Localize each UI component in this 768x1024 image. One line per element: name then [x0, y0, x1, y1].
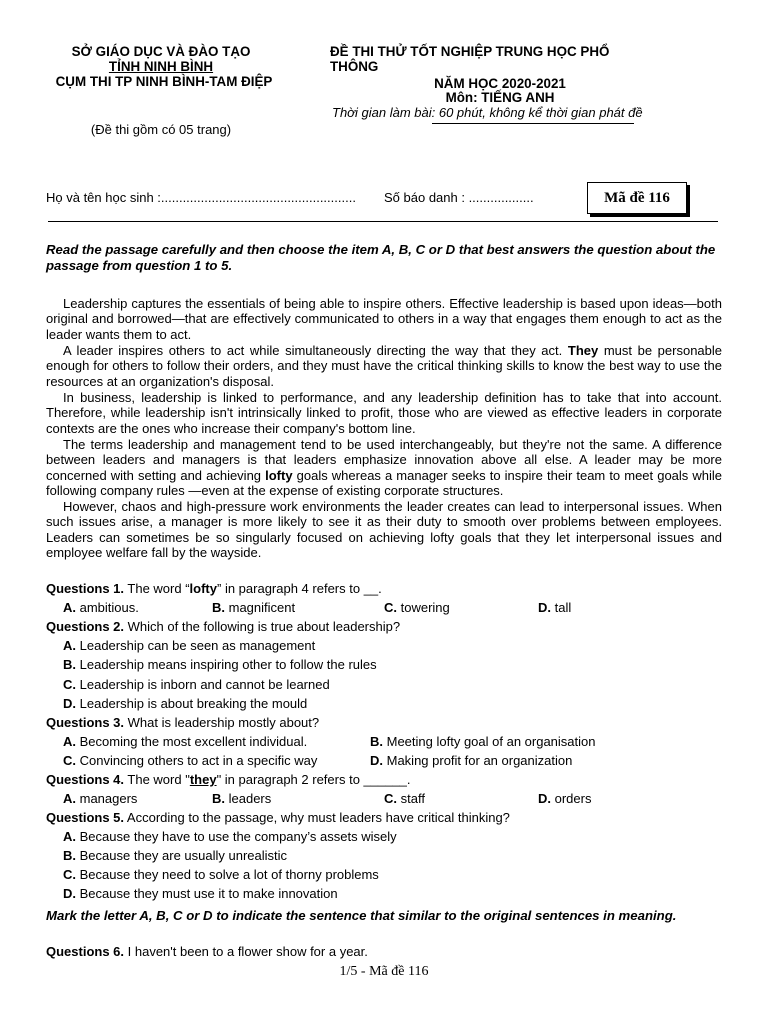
option-text: leaders	[228, 791, 272, 806]
option-letter: A.	[63, 791, 76, 806]
q5-option-b[interactable]	[63, 848, 287, 863]
q1-option-b[interactable]	[212, 600, 295, 615]
option-text: towering	[400, 600, 450, 615]
passage-paragraph-4	[46, 437, 722, 498]
q4-option-a[interactable]	[63, 791, 137, 806]
question-1-number: Questions 1.	[46, 581, 125, 596]
question-4	[46, 772, 411, 787]
option-text: Becoming the most excellent individual.	[79, 734, 308, 749]
question-6	[46, 944, 368, 959]
option-letter: B.	[212, 791, 225, 806]
pages-note: (Đề thi gồm có 05 trang)	[90, 122, 232, 137]
option-letter: C.	[63, 867, 76, 882]
question-1	[46, 581, 382, 596]
option-letter: B.	[370, 734, 383, 749]
paragraph-4-text-b: goals whereas a manager seeks to inspire their team to meet goals while following company rules —even at the expense of existing corporate structures.	[46, 467, 722, 498]
option-text: Leadership can be seen as management	[79, 638, 316, 653]
q4-option-d[interactable]	[538, 791, 591, 806]
option-text: Because they need to solve a lot of thorny problems	[79, 867, 379, 882]
option-letter: D.	[538, 791, 551, 806]
paragraph-2-text-a: A leader inspires others to act while simultaneously directing the way that they act.	[63, 343, 568, 358]
exam-title-line1: ĐỀ THI THỬ TỐT NGHIỆP TRUNG HỌC PHỔ	[330, 44, 610, 59]
option-text: Making profit for an organization	[386, 753, 573, 768]
info-divider	[48, 221, 718, 222]
passage-paragraph-1: Leadership captures the essentials of being able to inspire others. Effective leadership is based upon ideas—both original and borrowed—that are effectively communicated to others in a way that engages them enough to act as the leader wants them to act.	[46, 296, 722, 342]
q3-option-a[interactable]	[63, 734, 307, 749]
option-letter: D.	[538, 600, 551, 615]
option-text: Leadership is about breaking the mould	[79, 696, 308, 711]
option-text: orders	[554, 791, 592, 806]
province-name: TỈNH NINH BÌNH	[108, 59, 214, 74]
passage-paragraph-3: In business, leadership is linked to performance, and any leadership definition has to take that into account. Therefore, while leadership isn't intrinsically linked to profit, those who are viewed as effective leaders in corporate contexts are the ones who increase their company's bottom line.	[46, 390, 722, 436]
option-text: Because they have to use the company’s assets wisely	[79, 829, 397, 844]
option-letter: D.	[63, 886, 76, 901]
option-text: ambitious.	[79, 600, 139, 615]
option-letter: C.	[63, 753, 76, 768]
option-letter: D.	[370, 753, 383, 768]
q2-option-a[interactable]	[63, 638, 315, 653]
q1-option-d[interactable]	[538, 600, 571, 615]
question-2-text: Which of the following is true about leadership?	[124, 619, 401, 634]
question-2-number: Questions 2.	[46, 619, 125, 634]
section1-instruction: Read the passage carefully and then choose the item A, B, C or D that best answers the question about the passage from question 1 to 5.	[46, 242, 716, 273]
option-text: managers	[79, 791, 138, 806]
option-letter: B.	[63, 848, 76, 863]
question-3	[46, 715, 319, 730]
question-6-number: Questions 6.	[46, 944, 125, 959]
question-6-text: I haven't been to a flower show for a year.	[124, 944, 368, 959]
option-letter: C.	[384, 791, 397, 806]
question-4-text-a: The word "	[124, 772, 190, 787]
option-letter: A.	[63, 829, 76, 844]
option-letter: B.	[212, 600, 225, 615]
option-text: tall	[554, 600, 572, 615]
q5-option-d[interactable]	[63, 886, 338, 901]
q2-option-b[interactable]	[63, 657, 377, 672]
option-text: Meeting lofty goal of an organisation	[386, 734, 596, 749]
exam-cluster: CỤM THI TP NINH BÌNH-TAM ĐIỆP	[55, 74, 273, 89]
time-underline	[432, 123, 634, 124]
question-5	[46, 810, 510, 825]
word-lofty: lofty	[265, 467, 293, 483]
q3-option-b[interactable]	[370, 734, 595, 749]
question-4-keyword: they	[189, 772, 217, 787]
question-4-text-b: " in paragraph 2 refers to ______.	[216, 772, 411, 787]
question-5-text: According to the passage, why must leaders have critical thinking?	[124, 810, 510, 825]
word-they: They	[567, 343, 599, 358]
option-letter: A.	[63, 734, 76, 749]
q5-option-a[interactable]	[63, 829, 397, 844]
q4-option-b[interactable]	[212, 791, 271, 806]
question-2	[46, 619, 400, 634]
subject: Môn: TIẾNG ANH	[445, 90, 555, 105]
option-text: Because they are usually unrealistic	[79, 848, 288, 863]
q2-option-d[interactable]	[63, 696, 307, 711]
q3-option-d[interactable]	[370, 753, 572, 768]
option-letter: C.	[63, 677, 76, 692]
question-5-number: Questions 5.	[46, 810, 125, 825]
paragraph-2-text-b: must be personable enough for others to follow their orders, and they must have the critical thinking skills to know the best way to use the resources at an organization's disposal.	[46, 343, 723, 389]
question-1-keyword: lofty	[189, 581, 217, 596]
q1-option-c[interactable]	[384, 600, 450, 615]
passage-paragraph-2	[46, 343, 722, 389]
q1-option-a[interactable]	[63, 600, 139, 615]
question-3-number: Questions 3.	[46, 715, 125, 730]
exam-time: Thời gian làm bài: 60 phút, không kể thời gian phát đề	[332, 105, 643, 120]
paragraph-4-text-a: The terms leadership and management tend to be used interchangeably, but they're not the same. A difference between leaders and managers is that leaders emphasize innovation above all else. A leader may be more concerned with setting and achieving	[46, 437, 722, 483]
q3-option-c[interactable]	[63, 753, 317, 768]
exam-code-box: Mã đề 116	[587, 182, 687, 214]
exam-title-line2: THÔNG	[330, 59, 379, 74]
section2-instruction: Mark the letter A, B, C or D to indicate the sentence that similar to the original sentences in meaning.	[46, 908, 677, 923]
school-year: NĂM HỌC 2020-2021	[434, 76, 566, 91]
question-4-number: Questions 4.	[46, 772, 125, 787]
question-1-text-b: ” in paragraph 4 refers to __.	[217, 581, 382, 596]
q5-option-c[interactable]	[63, 867, 379, 882]
student-id-field: Số báo danh : ..................	[384, 190, 534, 205]
option-text: Convincing others to act in a specific way	[79, 753, 318, 768]
option-text: Leadership is inborn and cannot be learned	[79, 677, 330, 692]
option-letter: B.	[63, 657, 76, 672]
q2-option-c[interactable]	[63, 677, 330, 692]
option-text: magnificent	[228, 600, 296, 615]
option-letter: C.	[384, 600, 397, 615]
option-letter: A.	[63, 638, 76, 653]
department-name: SỞ GIÁO DỤC VÀ ĐÀO TẠO	[71, 44, 251, 59]
option-text: Leadership means inspiring other to follow the rules	[79, 657, 377, 672]
passage-paragraph-5: However, chaos and high-pressure work environments the leader creates can lead to interpersonal issues. When such issues arise, a manager is more likely to see it as their duty to smooth over problems between employees. Leaders can sometimes be so singularly focused on achieving lofty goals that they let interpersonal issues and employee welfare fall by the wayside.	[46, 499, 722, 560]
page-footer: 1/5 - Mã đề 116	[339, 964, 429, 979]
option-text: Because they must use it to make innovation	[79, 886, 338, 901]
question-3-text: What is leadership mostly about?	[124, 715, 320, 730]
q4-option-c[interactable]	[384, 791, 425, 806]
option-letter: A.	[63, 600, 76, 615]
question-1-text-a: The word “	[124, 581, 190, 596]
option-text: staff	[400, 791, 425, 806]
option-letter: D.	[63, 696, 76, 711]
student-name-field: Họ và tên học sinh :......................................................	[46, 190, 356, 205]
